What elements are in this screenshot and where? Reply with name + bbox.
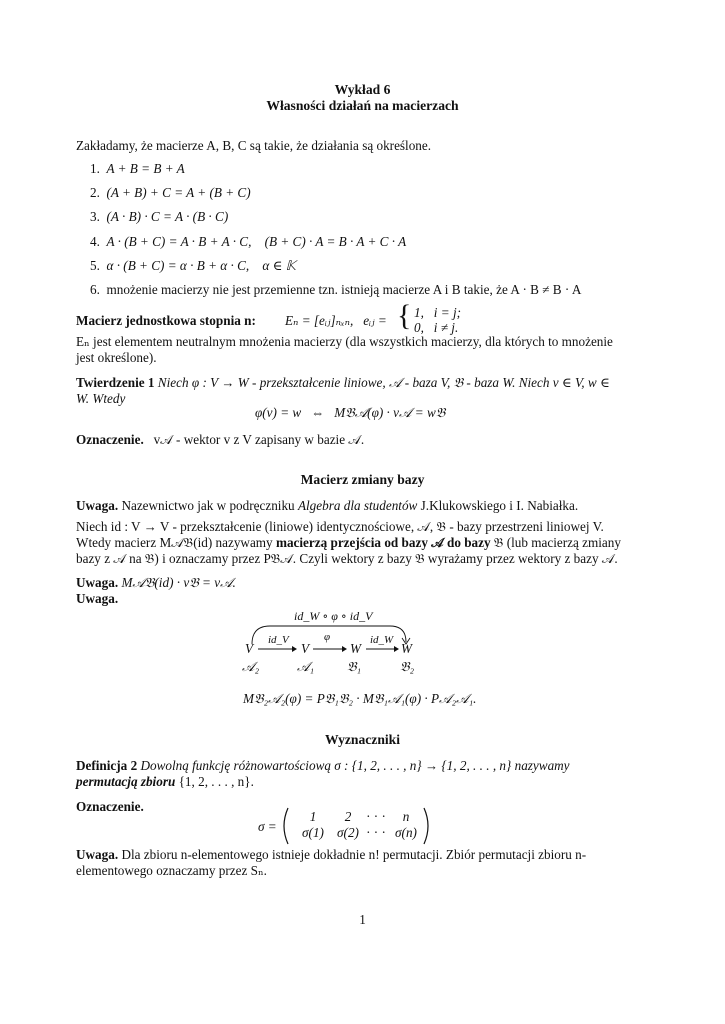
determinant-remark: Uwaga. Dla zbioru n-elementowego istnieje dokładnie n! permutacji. Zbiór permutacji zbioru n-elementowego oznaczamy przez Sₙ. [76,847,587,878]
matrix-cell: 2 [344,809,352,824]
matrix-cell: · · · [366,825,386,840]
theorem-1: Twierdzenie 1 Niech φ : V → W - przekształcenie liniowe, 𝒜 - baza V, 𝔅 - baza W. Niech v ∈ V, w ∈ W. Wtedy [76,375,610,406]
basis-remark-3: Uwaga. [76,591,119,606]
diagram-basis-4: 𝔅₂ [400,659,415,674]
identity-label: Macierz jednostkowa stopnia n: [76,313,256,328]
identity-formula: Eₙ = [eᵢⱼ]ₙₓₙ, eᵢⱼ = [285,313,387,328]
basis-remark: Uwaga. Nazewnictwo jak w podręczniku Algebra dla studentów J.Klukowskiego i I. Nabiałka. [76,498,579,513]
page-title: Własności działań na macierzach [266,98,459,113]
basis-paragraph: Niech id : V → V - przekształcenie (liniowe) identycznościowe, 𝒜, 𝔅 - bazy przestrzeni liniowej V. Wtedy macierz M𝒜𝔅(id) nazywamy macierzą przejścia od bazy 𝒜 do bazy 𝔅 (lub macierzą zmiany bazy z 𝒜 na 𝔅) i oznaczamy przez P𝔅𝒜. Czyli wektory z bazy 𝔅 wyrażamy przez wektory z bazy 𝒜. [76,519,621,566]
matrix-cell: · · · [366,809,386,824]
diagram-node-1: V [245,641,254,656]
diagram-basis-3: 𝔅₁ [347,659,362,674]
diagram-node-3: W [350,641,361,656]
identity-case-2: 0, i ≠ j. [414,320,459,335]
definition-2: Definicja 2 Dowolną funkcję różnowartościową σ : {1, 2, . . . , n} → {1, 2, . . . , n} nazywamy permutacją zbioru {1, 2, . . . , n}. [76,758,570,789]
property-item: 1. A + B = B + A [90,161,185,176]
arrow-label-3: id_W [370,634,394,646]
matrix-cell: σ(1) [302,825,324,840]
matrix-cell: σ(2) [337,825,359,840]
matrix-cell: 1 [309,809,317,824]
property-item: 2. (A + B) + C = A + (B + C) [90,185,251,200]
property-item: 4. A · (B + C) = A · B + A · C, (B + C) · A = B · A + C · A [90,234,407,249]
notation-2: Oznaczenie. [76,799,144,814]
section-title-basis: Macierz zmiany bazy [300,472,425,487]
section-title-determinants: Wyznaczniki [324,732,401,747]
property-item: 3. (A · B) · C = A · (B · C) [90,209,229,224]
matrix-cell: n [402,809,410,824]
theorem-1-formula: φ(v) = w ⇔ M𝔅𝒜(φ) · v𝒜 = w𝔅 [255,405,446,420]
matrix-cell: σ(n) [395,825,417,840]
diagram-top-label: id_W ∘ φ ∘ id_V [294,609,373,623]
diagram-formula: M𝔅₂𝒜₂(φ) = P𝔅₁𝔅₂ · M𝔅₁𝒜₁(φ) · P𝒜₂𝒜₁. [243,691,477,706]
property-item: 6. mnożenie macierzy nie jest przemienne tzn. istnieją macierze A i B takie, że A · B ≠ B · A [90,282,582,297]
page-number: 1 [359,912,366,927]
lecture-number: Wykład 6 [334,82,391,97]
intro-text: Zakładamy, że macierze A, B, C są takie, że działania są określone. [76,138,432,153]
sigma-lhs: σ = [258,819,277,834]
basis-remark-2: Uwaga. M𝒜𝔅(id) · v𝔅 = v𝒜. [76,575,236,590]
identity-case-1: 1, i = j; [414,305,461,320]
arrow-label-1: id_V [268,634,289,646]
arrow-label-2: φ [324,631,331,643]
diagram-node-4: W [401,641,412,656]
cases-brace: { [397,299,412,332]
identity-note: Eₙ jest elementem neutralnym mnożenia macierzy (dla wszystkich macierzy, dla których to mnożenie jest określone). [76,334,613,365]
property-item: 5. α · (B + C) = α · B + α · C, α ∈ 𝕂 [90,258,296,273]
diagram-basis-1: 𝒜₂ [242,659,260,674]
diagram-basis-2: 𝒜₁ [297,659,315,674]
diagram-node-2: V [301,641,310,656]
notation-1: Oznaczenie. v𝒜 - wektor v z V zapisany w bazie 𝒜. [76,432,365,447]
